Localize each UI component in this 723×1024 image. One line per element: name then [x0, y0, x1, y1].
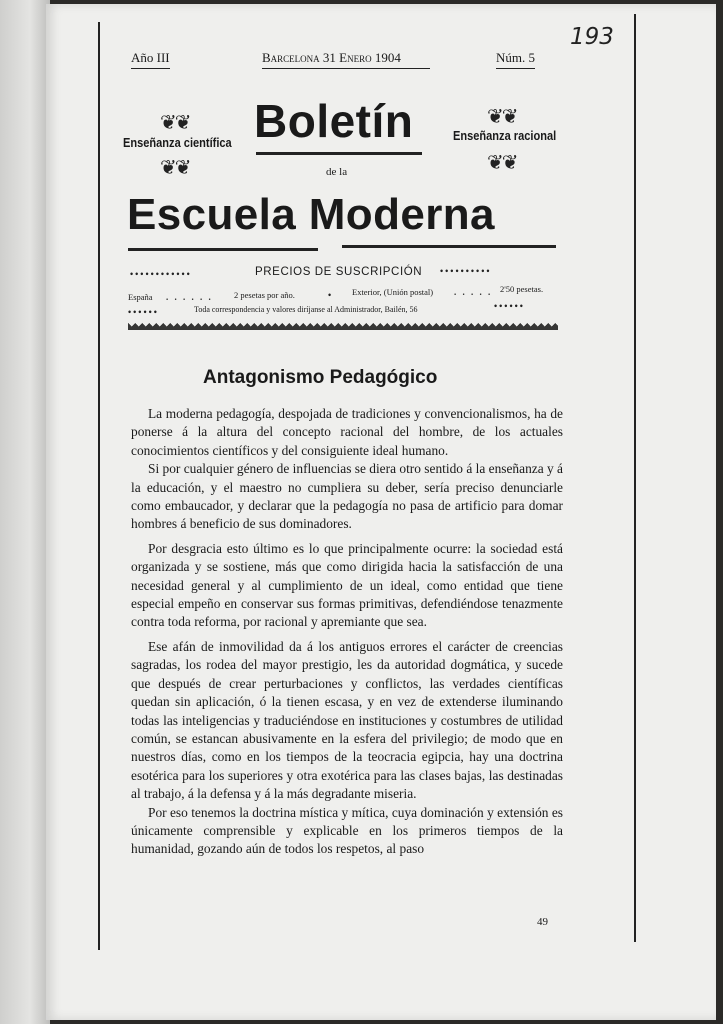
- right-tagline: Enseñanza racional: [453, 128, 557, 143]
- dot-leader: . . . . .: [454, 287, 493, 297]
- ornament-right-bottom: ❦❦: [487, 152, 517, 174]
- masthead-title-escuela: Escuela Moderna: [127, 190, 495, 239]
- left-tagline: Enseñanza científica: [123, 135, 232, 150]
- dot-leader: ••••••••••: [440, 266, 492, 276]
- ornament-right-top: ❦❦: [487, 106, 517, 128]
- title-rule-right: [342, 245, 556, 248]
- spain-price: 2 pesetas por año.: [234, 290, 295, 300]
- book-spine: [0, 0, 50, 1024]
- dot-separator: •: [328, 290, 334, 300]
- left-margin-rule: [98, 22, 100, 950]
- correspondence-note: Toda correspondencia y valores diríjanse al Administrador, Bailén, 56: [194, 305, 418, 314]
- page-number: 49: [537, 916, 548, 928]
- masthead-title-boletin: Boletín: [254, 95, 414, 147]
- ornament-left-top: ❦❦: [160, 112, 190, 134]
- article-paragraph: Ese afán de inmovilidad da á los antiguos errores el carácter de creencias sagradas, los rodea del mayor prestigio, les da autoridad dogmática, y sucede que después de crear perturbaciones y conflictos, las verdades científicas quedan sin aplicación, ó la tienen escasa, y en vez de extenderse iluminando todas las inteligencias y traduciéndose en instituciones y costumbres de utilidad común, se estancan abusivamente en la esfera del privilegio; de modo que en nuestros días, como en los tiempos de la teocracia egipcia, hay una doctrina esotérica para los superiores y otra exotérica para las clases bajas, las destinadas al trabajo, á la defensa y á la más degradante miseria.: [131, 638, 563, 802]
- article-paragraph: La moderna pedagogía, despojada de tradiciones y convencionalismos, ha de ponerse á la altura del concepto racional del hombre, de los actuales conocimientos científicos y del consiguiente ideal humano.: [131, 406, 563, 458]
- masthead-connector: de la: [326, 166, 348, 178]
- article-body: [131, 405, 563, 859]
- spain-label: España: [128, 292, 153, 302]
- right-margin-rule: [634, 14, 636, 942]
- article-paragraph: Por desgracia esto último es lo que principalmente ocurre: la sociedad está organizada y se sostiene, más que como dirigida hacia la satisfacción de una necesidad general y al cumplimiento de un ideal, como entidad que tiene especial empeño en conservar sus formas primitivas, defendiéndose tenazmente contra toda reforma, por racional y apremiante que sea.: [131, 540, 563, 630]
- issue-date: Barcelona 31 Enero 1904: [262, 50, 430, 69]
- foreign-price: 2'50 pesetas.: [500, 284, 544, 294]
- issue-year: Año III: [131, 50, 170, 69]
- subscription-heading: PRECIOS DE SUSCRIPCIÓN: [255, 266, 423, 278]
- dot-leader: ••••••: [128, 307, 159, 317]
- article-paragraph: Si por cualquier género de influencias se diera otro sentido á la enseñanza y á la educación, y el maestro no cumpliera su deber, sería preciso denunciarle como embaucador, y declarar que la pedagogía no pasa de artificio para domar hombres á beneficio de sus dominadores.: [131, 461, 563, 532]
- title-underline: [256, 152, 422, 155]
- article-title: Antagonismo Pedagógico: [203, 367, 438, 388]
- dot-leader: . . . . . .: [166, 292, 213, 302]
- foreign-label: Exterior, (Unión postal): [352, 287, 434, 297]
- dot-leader: ••••••: [494, 301, 525, 311]
- article-paragraph: Por eso tenemos la doctrina mística y mítica, cuya dominación y extensión es únicamente comprensible y explicable en los primeros tiempos de la humanidad, gozando aún de todos los respetos, al paso: [131, 804, 563, 857]
- ornamental-border: [128, 323, 558, 331]
- title-rule-left: [128, 248, 318, 251]
- ornament-left-bottom: ❦❦: [160, 157, 190, 179]
- issue-number: Núm. 5: [496, 50, 535, 69]
- dot-leader: ••••••••••••: [130, 269, 192, 279]
- folio-number: 193: [570, 24, 614, 50]
